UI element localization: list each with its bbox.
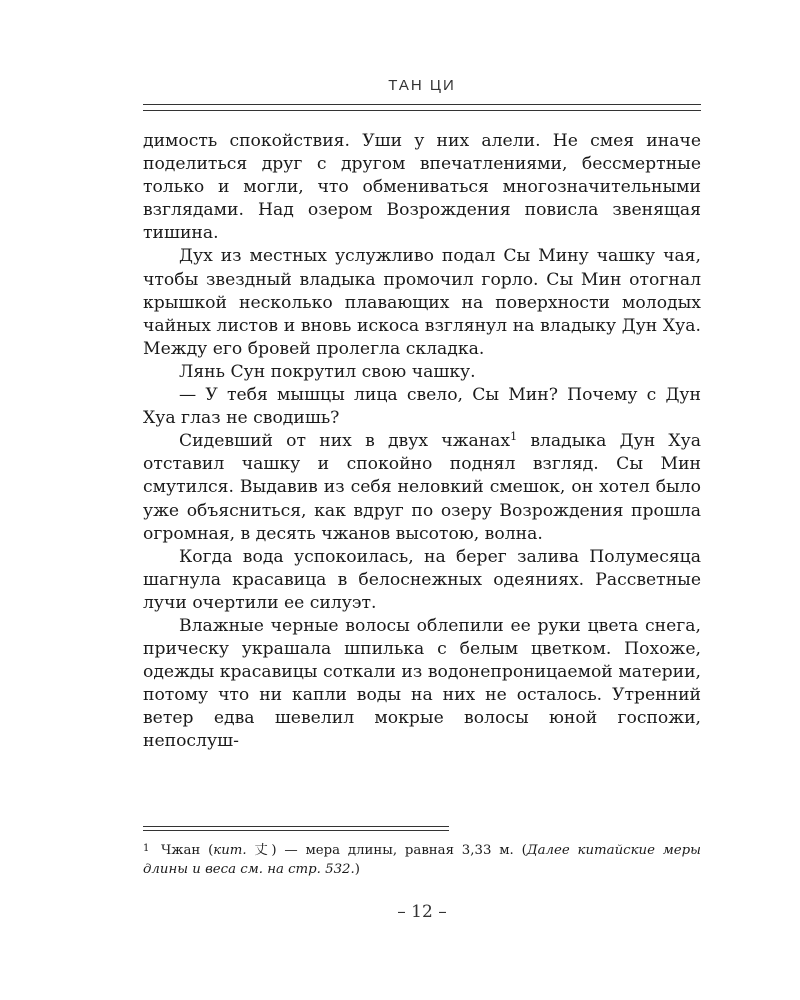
paragraph-7: Влажные черные волосы облепили ее руки цвета снега, прическу украшала шпилька с белым цветком. Похоже, одежды красавицы соткали из водонепроницаемой материи, потому что ни капли воды на них не осталось. Утренний ветер едва шевелил мокрые волосы юной госпожи, непослуш- [143,615,701,752]
footnote-definition: ) — мера длины, равная 3,33 м. ( [271,843,527,858]
paragraph-4: — У тебя мышцы лица свело, Сы Мин? Почему с Дун Хуа глаз не сводишь? [143,385,701,429]
paragraph-5 [143,430,701,545]
paragraph-6: Когда вода успокоилась, на берег залива Полумесяца шагнула красавица в белоснежных одеяниях. Рассветные лучи очертили ее силуэт. [143,546,701,613]
header-double-rule [143,104,701,111]
running-title: ТАН ЦИ [388,77,456,94]
footnote-note: Далее китайские меры длины и веса см. на стр. 532. [143,843,702,877]
page-number: – 12 – [397,902,447,922]
paragraph-5-end: владыка Дун Хуа отставил чашку и спокойно поднял взгляд. Сы Мин смутился. Выдавив из себя неловкий смешок, он хотел было уже объясниться, как вдруг по озеру Возрождения прошла огромная, в десять чжанов высотою, волна. [143,431,702,544]
footnote [143,840,701,879]
paragraph-1: димость спокойствия. Уши у них алели. Не смея иначе поделиться друг с другом впечатлениями, бессмертные только и могли, что обмениваться многозначительными взглядами. Над озером Возрождения повисла звенящая тишина. [143,131,701,244]
paragraph-3: Лянь Сун покрутил свою чашку. [179,361,476,382]
footnote-close: ) [354,861,360,877]
footnote-lang-abbr: кит. [213,843,247,858]
paragraph-2: Дух из местных услужливо подал Сы Мину чашку чая, чтобы звездный владыка промочил горло. Сы Мин отогнал крышкой несколько плавающих на поверхности молодых чайных листов и вновь искоса взглянул на владыку Дун Хуа. Между его бровей пролегла складка. [143,246,701,359]
footnote-hanzi: 丈 [246,843,272,858]
paragraph-5-start: Сидевший от них в двух чжанах [179,431,511,452]
footnote-number: 1 [143,843,150,854]
footnote-term: Чжан ( [161,843,214,858]
main-text [143,130,701,754]
footnote-separator-rule [143,826,449,831]
footnote-reference[interactable]: 1 [510,430,518,444]
